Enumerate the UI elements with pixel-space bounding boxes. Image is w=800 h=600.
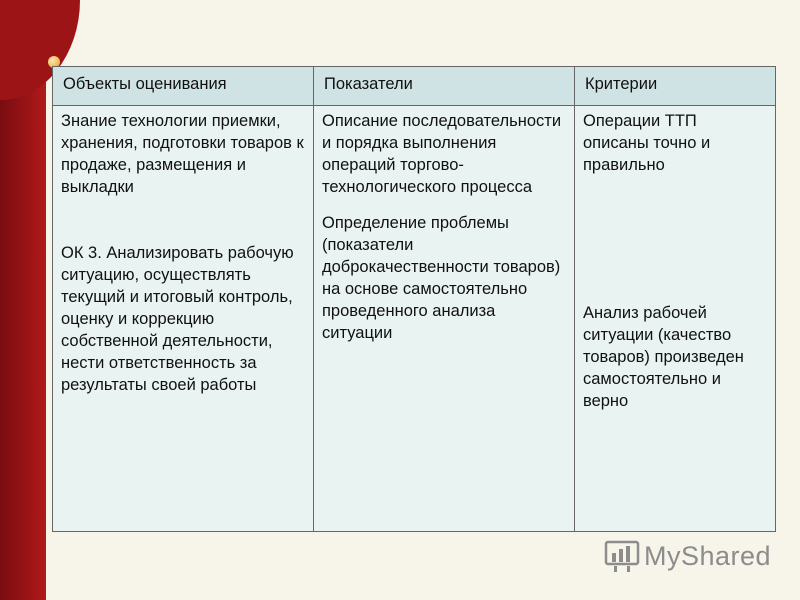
objects-text-1: Знание технологии приемки, хранения, подготовки товаров к продаже, размещения и выкладки (61, 112, 304, 196)
header-indicators: Показатели (314, 67, 575, 106)
header-objects: Объекты оценивания (53, 67, 314, 106)
cell-objects (53, 106, 314, 532)
criteria-text-2: Анализ рабочей ситуации (качество товаров) произведен самостоятельно и верно (583, 304, 744, 410)
cell-indicators (314, 106, 575, 532)
cell-criteria (575, 106, 776, 532)
watermark-text: MyShared (644, 540, 772, 571)
objects-text-2: ОК 3. Анализировать рабочую ситуацию, осуществлять текущий и итоговый контроль, оценку и коррекцию собственной деятельности, нести ответственность за результаты своей работы (61, 244, 294, 394)
chart-bars-icon (604, 539, 640, 573)
myshared-watermark (604, 538, 774, 574)
indicators-text-1: Описание последовательности и порядка выполнения операций торгово-технологического процесса (322, 112, 562, 196)
indicators-text-2: Определение проблемы (показатели доброкачественности товаров) на основе самостоятельно проведенного анализа ситуации (322, 214, 561, 342)
assessment-table (52, 66, 776, 532)
header-criteria: Критерии (575, 67, 776, 106)
slide-content (52, 66, 776, 532)
criteria-text-1: Операции ТТП описаны точно и правильно (583, 112, 711, 174)
table-header-row (53, 67, 776, 106)
table-row (53, 106, 776, 532)
